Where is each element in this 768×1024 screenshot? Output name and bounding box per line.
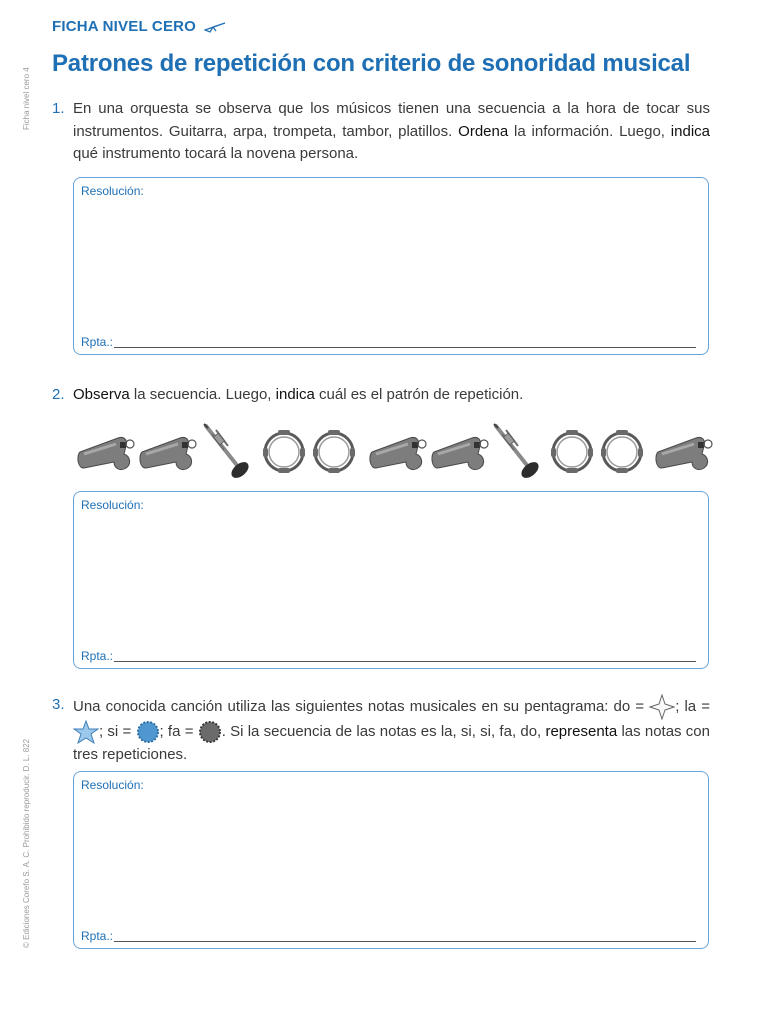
keyword-indica: indica	[670, 122, 710, 140]
keyword-observa: Observa	[73, 386, 130, 403]
resolution-box-1[interactable]	[73, 177, 709, 355]
answer-line[interactable]	[114, 661, 696, 662]
gray-seal-icon	[198, 720, 222, 744]
paper-plane-icon	[204, 21, 226, 33]
question-text-part: ; si =	[99, 722, 136, 740]
side-caption-bottom: © Ediciones Corefo S. A. C. Prohibido reproducir. D. L. 822	[22, 738, 31, 948]
tambourine-icon	[313, 430, 355, 473]
answer-label: Rpta.:	[81, 929, 114, 943]
answer-line[interactable]	[114, 941, 696, 942]
question-text-part: la información. Luego,	[508, 122, 671, 140]
instrument-sequence	[74, 418, 714, 484]
question-number: 3.	[52, 696, 65, 713]
whistle-icon	[78, 437, 134, 469]
question-text-part: ; la =	[675, 697, 711, 715]
tambourine-icon	[263, 430, 305, 473]
question-text-part: En una orquesta se observa que los músicos tienen una secuencia a la hora de tocar sus instrumentos. Guitarra, arpa, trompeta, tambor, platillos.	[73, 100, 710, 140]
resolution-box-3[interactable]	[73, 771, 709, 949]
blue-seal-icon	[136, 720, 160, 744]
question-text-part: las notas con tres repeticiones.	[73, 722, 710, 763]
worksheet-header	[52, 18, 226, 35]
resolution-label: Resolución:	[81, 778, 144, 792]
whistle-icon	[656, 437, 712, 469]
question-text	[52, 98, 710, 166]
question-2	[52, 384, 710, 407]
question-3	[52, 694, 710, 767]
question-text-part: Una conocida canción utiliza las siguientes notas musicales en su pentagrama: do =	[73, 697, 650, 715]
keyword-representa: representa	[545, 722, 618, 740]
question-text-part: la secuencia. Luego,	[129, 386, 276, 403]
question-number: 2.	[52, 386, 65, 403]
whistle-icon	[370, 437, 426, 469]
four-point-star-icon	[649, 694, 675, 720]
question-number: 1.	[52, 100, 65, 117]
keyword-indica: indica	[275, 386, 315, 403]
question-text-part: ; fa =	[159, 722, 198, 740]
resolution-label: Resolución:	[81, 184, 144, 198]
tambourine-icon	[601, 430, 643, 473]
resolution-label: Resolución:	[81, 498, 144, 512]
trumpet-icon	[204, 424, 252, 481]
page-title: Patrones de repetición con criterio de sonoridad musical	[52, 50, 691, 77]
side-caption-top: Ficha nivel cero 4	[22, 67, 31, 130]
whistle-icon	[432, 437, 488, 469]
question-text-part: cuál es el patrón de repetición.	[314, 386, 524, 403]
answer-line[interactable]	[114, 347, 696, 348]
tambourine-icon	[551, 430, 593, 473]
answer-label: Rpta.:	[81, 649, 114, 663]
question-text-part: . Si la secuencia de las notas es la, si, si, fa, do,	[221, 722, 546, 740]
answer-label: Rpta.:	[81, 335, 114, 349]
trumpet-icon	[494, 424, 542, 481]
whistle-icon	[140, 437, 196, 469]
question-text-part: qué instrumento tocará la novena persona.	[73, 145, 359, 162]
keyword-ordena: Ordena	[458, 122, 509, 140]
question-text	[52, 384, 710, 407]
resolution-box-2[interactable]	[73, 491, 709, 669]
star-icon	[73, 720, 99, 744]
question-text	[52, 694, 710, 767]
worksheet-header-label: FICHA NIVEL CERO	[52, 18, 197, 35]
question-1	[52, 98, 710, 166]
